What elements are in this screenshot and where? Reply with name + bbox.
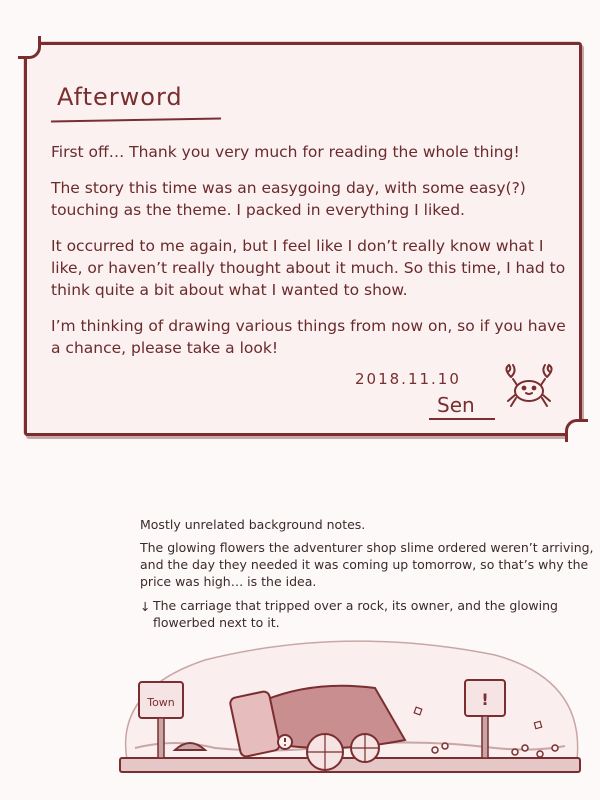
afterword-date: 2018.11.10 <box>355 370 461 388</box>
author-signature: Sen <box>437 393 475 417</box>
afterword-paragraph-2: The story this time was an easygoing day, with some easy(?) touching as the theme. I packed in everything I liked. <box>51 179 526 219</box>
notes-heading: Mostly unrelated background notes. <box>140 517 366 532</box>
signature-underline <box>429 418 495 420</box>
ground-strip <box>120 758 580 772</box>
crab-icon <box>497 363 561 411</box>
afterword-card <box>24 42 582 436</box>
afterword-paragraph-3: It occurred to me again, but I feel like I don’t really know what I like, or haven’t really thought about it much. So this time, I had to think quite a bit about what I wanted to show. <box>51 237 566 299</box>
afterword-title: Afterword <box>57 83 183 111</box>
carriage-illustration <box>115 630 585 780</box>
afterword-paragraph-4: I’m thinking of drawing various things from now on, so if you have a chance, please take a look! <box>51 317 566 357</box>
warning-sign-label: ! <box>481 690 489 709</box>
down-arrow-icon: ↓ <box>140 599 151 614</box>
alert-icon <box>278 735 292 749</box>
town-sign-label: Town <box>147 696 175 709</box>
notes-body: The glowing flowers the adventurer shop slime ordered weren’t arriving, and the day they needed it was coming up tomorrow, so that’s why the price was high… is the idea. <box>140 540 594 589</box>
illustration-caption: The carriage that tripped over a rock, its owner, and the glowing flowerbed next to it. <box>153 598 558 630</box>
title-underline <box>51 118 221 123</box>
afterword-paragraph-1: First off… Thank you very much for reading the whole thing! <box>51 143 520 161</box>
